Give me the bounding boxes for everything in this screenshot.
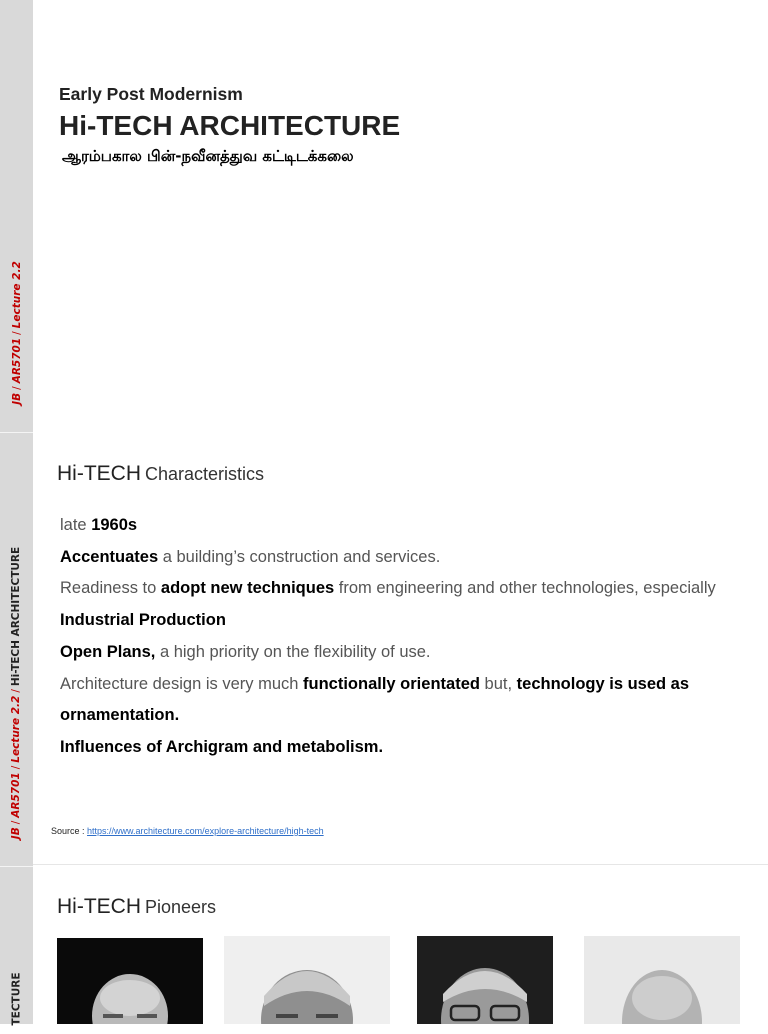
list-item: Architecture design is very much functionally orientated but, technology is used as [60, 674, 690, 693]
source-label: Source : [51, 826, 88, 836]
section-divider [33, 864, 768, 865]
characteristics-heading [57, 462, 264, 486]
sidebar-label-topic [0, 530, 33, 855]
sidebar-divider [0, 866, 33, 867]
heading-sub: Characteristics [145, 464, 265, 484]
separator: / [10, 688, 23, 693]
separator: / [10, 820, 23, 824]
pioneer-portrait-4 [584, 936, 740, 1024]
list-item: Influences of Archigram and metabolism. [60, 737, 384, 756]
heading-main: Hi-TECH [57, 895, 141, 918]
list-item: Open Plans, a high priority on the flexibility of use. [60, 642, 431, 661]
list-item: Industrial Production [60, 611, 226, 630]
page-subtitle: Early Post Modernism [59, 84, 243, 104]
list-item: Accentuates a building’s construction and services. [60, 547, 441, 566]
course-code: JB [10, 826, 23, 839]
module-code: AR5701 [10, 771, 23, 818]
topic-title: Hi-TECH ARCHITECTURE [10, 546, 23, 686]
topic-title-fragment: TECTURE [10, 972, 23, 1026]
sidebar-divider [0, 432, 33, 433]
module-code: AR5701 [10, 337, 23, 383]
characteristics-list [60, 510, 750, 764]
list-item: ornamentation. [60, 706, 180, 725]
sidebar [0, 0, 33, 1024]
heading-sub: Pioneers [145, 897, 217, 917]
separator: / [10, 330, 23, 335]
tamil-title: ஆரம்பகால பின்-நவீனத்துவ கட்டிடக்கலை [62, 147, 354, 165]
sidebar-label-lecture [0, 250, 33, 415]
lecture-number: Lecture 2.2 [10, 260, 23, 328]
lecture-number: Lecture 2.2 [10, 695, 23, 763]
separator: / [10, 765, 23, 769]
separator: / [10, 385, 23, 390]
pioneer-portrait-1 [57, 938, 203, 1024]
heading-main: Hi-TECH [57, 462, 141, 485]
source-link[interactable]: https://www.architecture.com/explore-architecture/high-tech [87, 826, 324, 836]
page-title: Hi-TECH ARCHITECTURE [59, 110, 401, 141]
pioneers-heading [57, 895, 216, 919]
list-item: Readiness to adopt new techniques from engineering and other technologies, especially [60, 579, 716, 598]
pioneer-portrait-3 [417, 936, 553, 1024]
list-item: late 1960s [60, 516, 138, 534]
pioneer-portrait-2 [224, 936, 390, 1024]
source-citation [51, 826, 324, 836]
course-code: JB [10, 392, 23, 405]
